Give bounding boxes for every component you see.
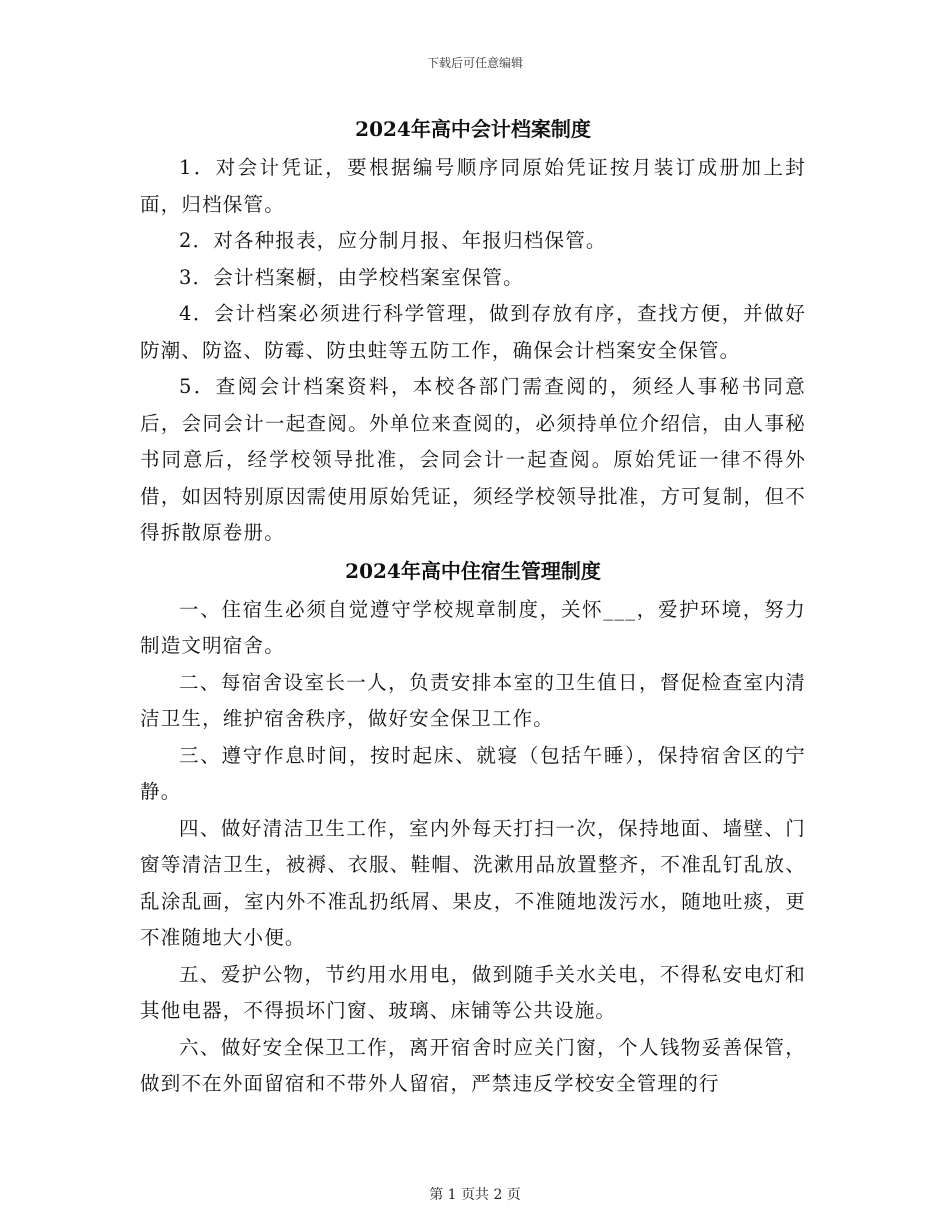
paragraph: 4．会计档案必须进行科学管理，做到存放有序，查找方便，并做好防潮、防盗、防霉、防虫蛀等五防工作，确保会计档案安全保管。 bbox=[140, 302, 806, 362]
section-title-accounting: 2024年高中会计档案制度 bbox=[355, 117, 591, 141]
paragraph: 一、住宿生必须自觉遵守学校规章制度，关怀___，爱护环境，努力制造文明宿舍。 bbox=[140, 597, 806, 657]
paragraph: 2．对各种报表，应分制月报、年报归档保管。 bbox=[179, 229, 607, 252]
page-header: 下载后可任意编辑 bbox=[426, 56, 523, 70]
paragraph: 5．查阅会计档案资料，本校各部门需查阅的，须经人事秘书同意后，会同会计一起查阅。外单位来查阅的，必须持单位介绍信，由人事秘书同意后，经学校领导批准，会同会计一起查阅。原始凭证一律不得外借，如因特别原因需使用原始凭证，须经学校领导批准，方可复制，但不得拆散原卷册。 bbox=[140, 375, 806, 544]
page-footer: 第 1 页共 2 页 bbox=[429, 1187, 521, 1203]
document-body bbox=[140, 112, 806, 1103]
paragraph: 四、做好清洁卫生工作，室内外每天打扫一次，保持地面、墙壁、门窗等清洁卫生，被褥、衣服、鞋帽、洗漱用品放置整齐，不准乱钉乱放、乱涂乱画，室内外不准乱扔纸屑、果皮，不准随地泼污水，随地吐痰，更不准随地大小便。 bbox=[140, 816, 806, 949]
paragraph: 3．会计档案橱，由学校档案室保管。 bbox=[179, 265, 524, 289]
paragraph: 1．对会计凭证，要根据编号顺序同原始凭证按月装订成册加上封面，归档保管。 bbox=[140, 156, 806, 216]
paragraph: 三、遵守作息时间，按时起床、就寝（包括午睡），保持宿舍区的宁静。 bbox=[140, 743, 806, 803]
paragraph: 六、做好安全保卫工作，离开宿舍时应关门窗，个人钱物妥善保管，做到不在外面留宿和不带外人留宿，严禁违反学校安全管理的行 bbox=[140, 1035, 806, 1095]
paragraph: 二、每宿舍设室长一人，负责安排本室的卫生值日，督促检查室内清洁卫生，维护宿舍秩序，做好安全保卫工作。 bbox=[140, 670, 806, 730]
paragraph: 五、爱护公物，节约用水用电，做到随手关水关电，不得私安电灯和其他电器，不得损坏门窗、玻璃、床铺等公共设施。 bbox=[140, 962, 806, 1022]
section-title-dormitory: 2024年高中住宿生管理制度 bbox=[345, 558, 601, 583]
